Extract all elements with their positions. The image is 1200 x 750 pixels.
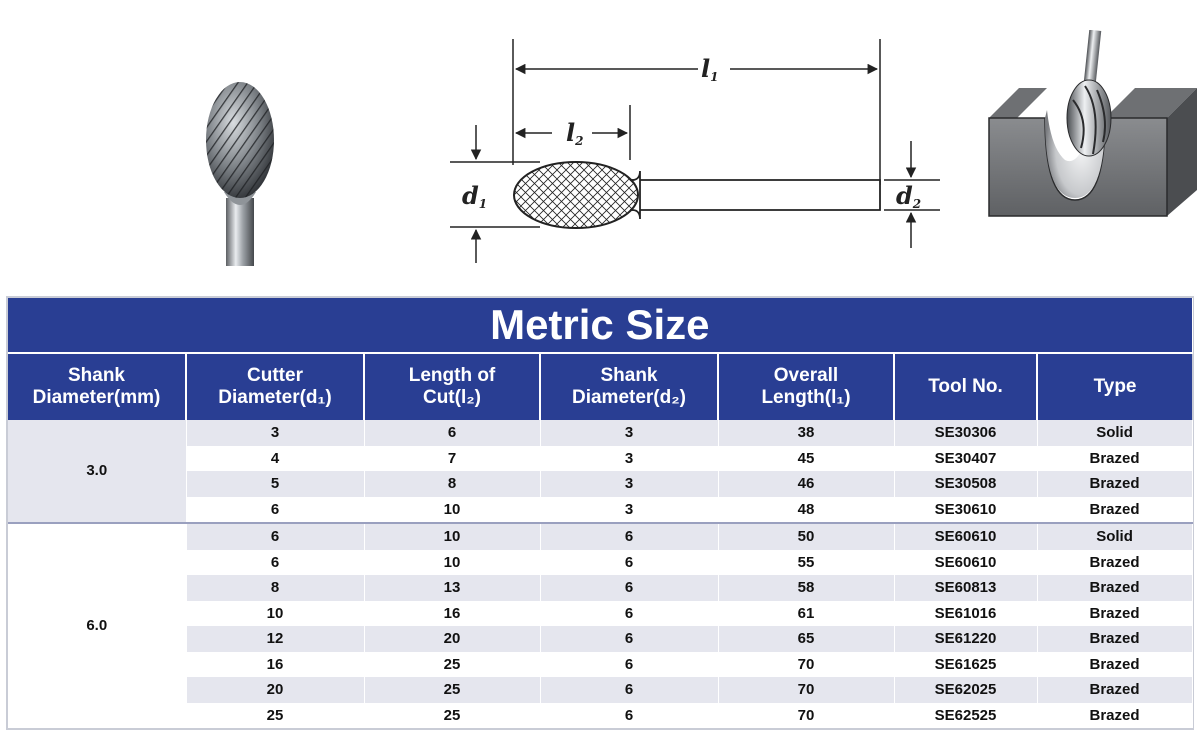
table-cell: SE60610	[894, 550, 1037, 576]
table-row	[8, 677, 1192, 703]
table-cell: 6	[540, 626, 718, 652]
header-line: Overall	[773, 365, 839, 386]
table-cell: SE61016	[894, 601, 1037, 627]
table-cell: 8	[186, 575, 364, 601]
table-cell: 48	[718, 497, 894, 524]
table-cell: SE30508	[894, 471, 1037, 497]
table-cell: Brazed	[1037, 652, 1192, 678]
table-cell: Solid	[1037, 420, 1192, 446]
table-cell: 6	[540, 652, 718, 678]
table-cell: Brazed	[1037, 550, 1192, 576]
table-cell: Brazed	[1037, 703, 1192, 729]
table-cell: 20	[186, 677, 364, 703]
l1-label: l1	[701, 54, 719, 84]
overall-length-header	[718, 353, 894, 420]
table-cell: 50	[718, 523, 894, 550]
header-line: Type	[1093, 376, 1137, 397]
dimension-diagram	[440, 35, 950, 270]
header-line: Length of	[408, 365, 496, 386]
table-cell: Brazed	[1037, 497, 1192, 524]
table-row	[8, 446, 1192, 472]
d1-label: d1	[462, 181, 488, 211]
table-title: Metric Size	[8, 298, 1192, 353]
table-cell: Brazed	[1037, 575, 1192, 601]
table-cell: 6	[540, 677, 718, 703]
table-cell: 10	[364, 497, 540, 524]
table-cell: 70	[718, 677, 894, 703]
table-cell: 10	[364, 523, 540, 550]
table-cell: 8	[364, 471, 540, 497]
table-cell: SE62025	[894, 677, 1037, 703]
table-cell: 6	[186, 550, 364, 576]
table-row	[8, 420, 1192, 446]
shank-d2-header	[540, 353, 718, 420]
header-line: Shank	[600, 365, 658, 386]
table-cell: 3	[540, 497, 718, 524]
table-cell: 6	[364, 420, 540, 446]
table-row	[8, 575, 1192, 601]
table-row	[8, 471, 1192, 497]
shank-group-cell: 6.0	[8, 523, 186, 728]
header-line: Diameter(d₁)	[218, 387, 332, 408]
table-row	[8, 652, 1192, 678]
header-row	[8, 353, 1192, 420]
table-cell: 16	[186, 652, 364, 678]
table-cell: Brazed	[1037, 626, 1192, 652]
table-cell: 55	[718, 550, 894, 576]
table-cell: 46	[718, 471, 894, 497]
table-cell: 6	[540, 703, 718, 729]
table-cell: Brazed	[1037, 677, 1192, 703]
table-cell: SE30407	[894, 446, 1037, 472]
table-cell: 5	[186, 471, 364, 497]
table-cell: 3	[540, 446, 718, 472]
table-cell: 45	[718, 446, 894, 472]
shank-diameter-header	[8, 353, 186, 420]
table-cell: SE61220	[894, 626, 1037, 652]
table-cell: 13	[364, 575, 540, 601]
table-cell: 20	[364, 626, 540, 652]
table-cell: 58	[718, 575, 894, 601]
workpiece-illustration	[985, 30, 1197, 220]
header-line: Length(l₁)	[761, 387, 851, 408]
table-cell: Solid	[1037, 523, 1192, 550]
table-cell: 6	[186, 523, 364, 550]
table-cell: SE30306	[894, 420, 1037, 446]
table-cell: 10	[186, 601, 364, 627]
table-cell: 6	[540, 575, 718, 601]
table-row	[8, 497, 1192, 524]
table-cell: 6	[186, 497, 364, 524]
table-body	[8, 420, 1192, 728]
header-line: Diameter(mm)	[32, 387, 161, 408]
table-cell: Brazed	[1037, 471, 1192, 497]
table-cell: 7	[364, 446, 540, 472]
table-cell: 3	[186, 420, 364, 446]
table-cell: 6	[540, 601, 718, 627]
table-cell: SE60813	[894, 575, 1037, 601]
l2-label: l2	[566, 118, 584, 148]
table-cell: SE60610	[894, 523, 1037, 550]
shank-group-cell: 3.0	[8, 420, 186, 523]
table-cell: 12	[186, 626, 364, 652]
table-cell: 25	[186, 703, 364, 729]
table-cell: 10	[364, 550, 540, 576]
table-cell: 70	[718, 703, 894, 729]
size-table	[8, 298, 1193, 728]
cutter-diameter-header	[186, 353, 364, 420]
table-cell: 3	[540, 420, 718, 446]
table-cell: 25	[364, 652, 540, 678]
table-cell: 4	[186, 446, 364, 472]
tool-no-header	[894, 353, 1037, 420]
table-cell: 6	[540, 523, 718, 550]
table-row	[8, 550, 1192, 576]
burr-product-photo	[200, 80, 280, 266]
table-cell: 61	[718, 601, 894, 627]
table-row	[8, 601, 1192, 627]
table-cell: 25	[364, 703, 540, 729]
table-row	[8, 703, 1192, 729]
table-cell: 16	[364, 601, 540, 627]
length-of-cut-header	[364, 353, 540, 420]
header-line: Diameter(d₂)	[571, 387, 687, 408]
table-cell: 3	[540, 471, 718, 497]
table-cell: SE61625	[894, 652, 1037, 678]
table-cell: SE62525	[894, 703, 1037, 729]
header-line: Cut(l₂)	[422, 387, 482, 408]
header-line: Shank	[67, 365, 126, 386]
table-row	[8, 523, 1192, 550]
table-row	[8, 626, 1192, 652]
d2-label: d2	[896, 181, 922, 211]
type-header	[1037, 353, 1192, 420]
header-line: Cutter	[247, 365, 303, 386]
table-cell: Brazed	[1037, 446, 1192, 472]
table-cell: Brazed	[1037, 601, 1192, 627]
table-cell: 25	[364, 677, 540, 703]
header-line: Tool No.	[928, 376, 1003, 397]
table-cell: 6	[540, 550, 718, 576]
metric-size-table	[6, 296, 1194, 730]
table-cell: SE30610	[894, 497, 1037, 524]
table-cell: 38	[718, 420, 894, 446]
table-cell: 70	[718, 652, 894, 678]
table-cell: 65	[718, 626, 894, 652]
